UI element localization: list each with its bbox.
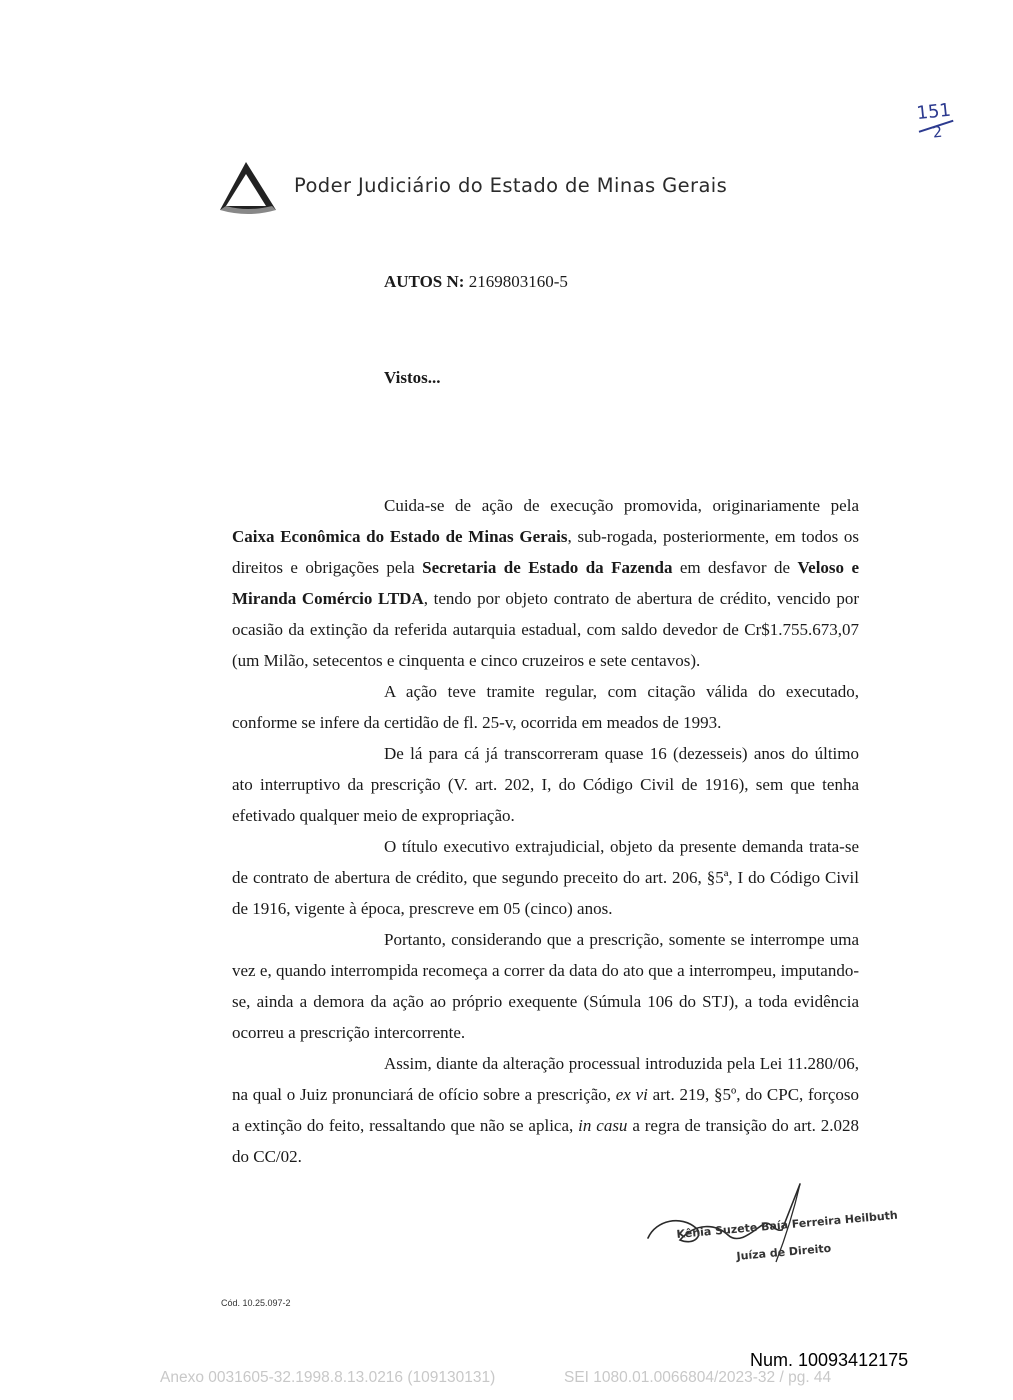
judge-title: Juíza de Direito: [736, 1241, 832, 1263]
case-number: [384, 272, 568, 292]
p6-text-1: Assim, diante da alteração processual introduzida pela Lei 11.280/06, na qual o Juiz pronunciará de ofício sobre a prescrição,: [232, 1054, 859, 1104]
footer-stamp: [160, 1369, 1000, 1387]
court-name: Poder Judiciário do Estado de Minas Gerais: [294, 174, 728, 197]
form-code: Cód. 10.25.097-2: [221, 1298, 291, 1308]
plaintiff-name: Caixa Econômica do Estado de Minas Gerais: [232, 527, 568, 546]
judge-name: Kênia Suzete Baía Ferreira Heilbuth: [676, 1208, 899, 1241]
paragraph-4: O título executivo extrajudicial, objeto da presente demanda trata-se de contrato de abertura de crédito, que segundo preceito do art. 206, §5ª, I do Código Civil de 1916, vigente à época, prescreve em 05 (cinco) anos.: [232, 837, 859, 918]
secretariat-name: Secretaria de Estado da Fazenda: [422, 558, 673, 577]
paragraph-3: De lá para cá já transcorreram quase 16 (dezesseis) anos do último ato interruptivo da prescrição (V. art. 202, I, do Código Civil de 1916), sem que tenha efetivado qualquer meio de expropriação.: [232, 744, 859, 825]
footer-annex: Anexo 0031605-32.1998.8.13.0216 (109130131): [160, 1369, 496, 1386]
case-number-label: AUTOS N:: [384, 272, 465, 291]
defendant-name: Veloso e Miranda Comércio LTDA: [232, 558, 859, 608]
triangle-logo-icon: [218, 160, 278, 216]
paragraph-2: A ação teve tramite regular, com citação válida do executado, conforme se infere da certidão de fl. 25-v, ocorrida em meados de 1993.: [232, 682, 859, 732]
judge-signature: [636, 1180, 899, 1280]
paragraph-5: Portanto, considerando que a prescrição, somente se interrompe uma vez e, quando interrompida recomeça a correr da data do ato que a interrompeu, imputando-se, ainda a demora da ação ao próprio exequente (Súmula 106 do STJ), a toda evidência ocorreu a prescrição intercorrente.: [232, 930, 859, 1042]
vistos-heading: Vistos...: [384, 368, 441, 387]
document-number: Num. 10093412175: [750, 1350, 909, 1370]
case-number-value: 2169803160-5: [468, 272, 568, 291]
paragraph-6: [232, 1048, 859, 1172]
p6-italic-1: ex vi: [615, 1085, 648, 1104]
decision-body: [232, 490, 859, 1172]
p1-text-3: em desfavor de: [672, 558, 798, 577]
footer-sei: SEI 1080.01.0066804/2023-32 / pg. 44: [564, 1369, 832, 1386]
p1-text-1: Cuida-se de ação de execução promovida, originariamente pela: [384, 496, 859, 515]
page-number-top: 151: [915, 99, 952, 125]
document-header: [218, 160, 778, 216]
paragraph-1: [232, 490, 859, 676]
page-number-bottom: 2: [931, 122, 944, 142]
handwritten-page-number: [916, 97, 981, 153]
p1-text-2: , sub-rogada, posteriormente, em todos os direitos e obrigações pela: [232, 527, 859, 577]
p6-text-3: a regra de transição do art. 2.028 do CC/02.: [232, 1116, 859, 1166]
p1-text-4: , tendo por objeto contrato de abertura de crédito, vencido por ocasião da extinção da referida autarquia estadual, com saldo devedor de Cr$1.755.673,07 (um Milão, setecentos e cinquenta e cinco cruzeiros e sete centavos).: [232, 589, 859, 670]
p6-italic-2: in casu: [578, 1116, 628, 1135]
p6-text-2: art. 219, §5º, do CPC, forçoso a extinção do feito, ressaltando que não se aplica,: [232, 1085, 860, 1135]
